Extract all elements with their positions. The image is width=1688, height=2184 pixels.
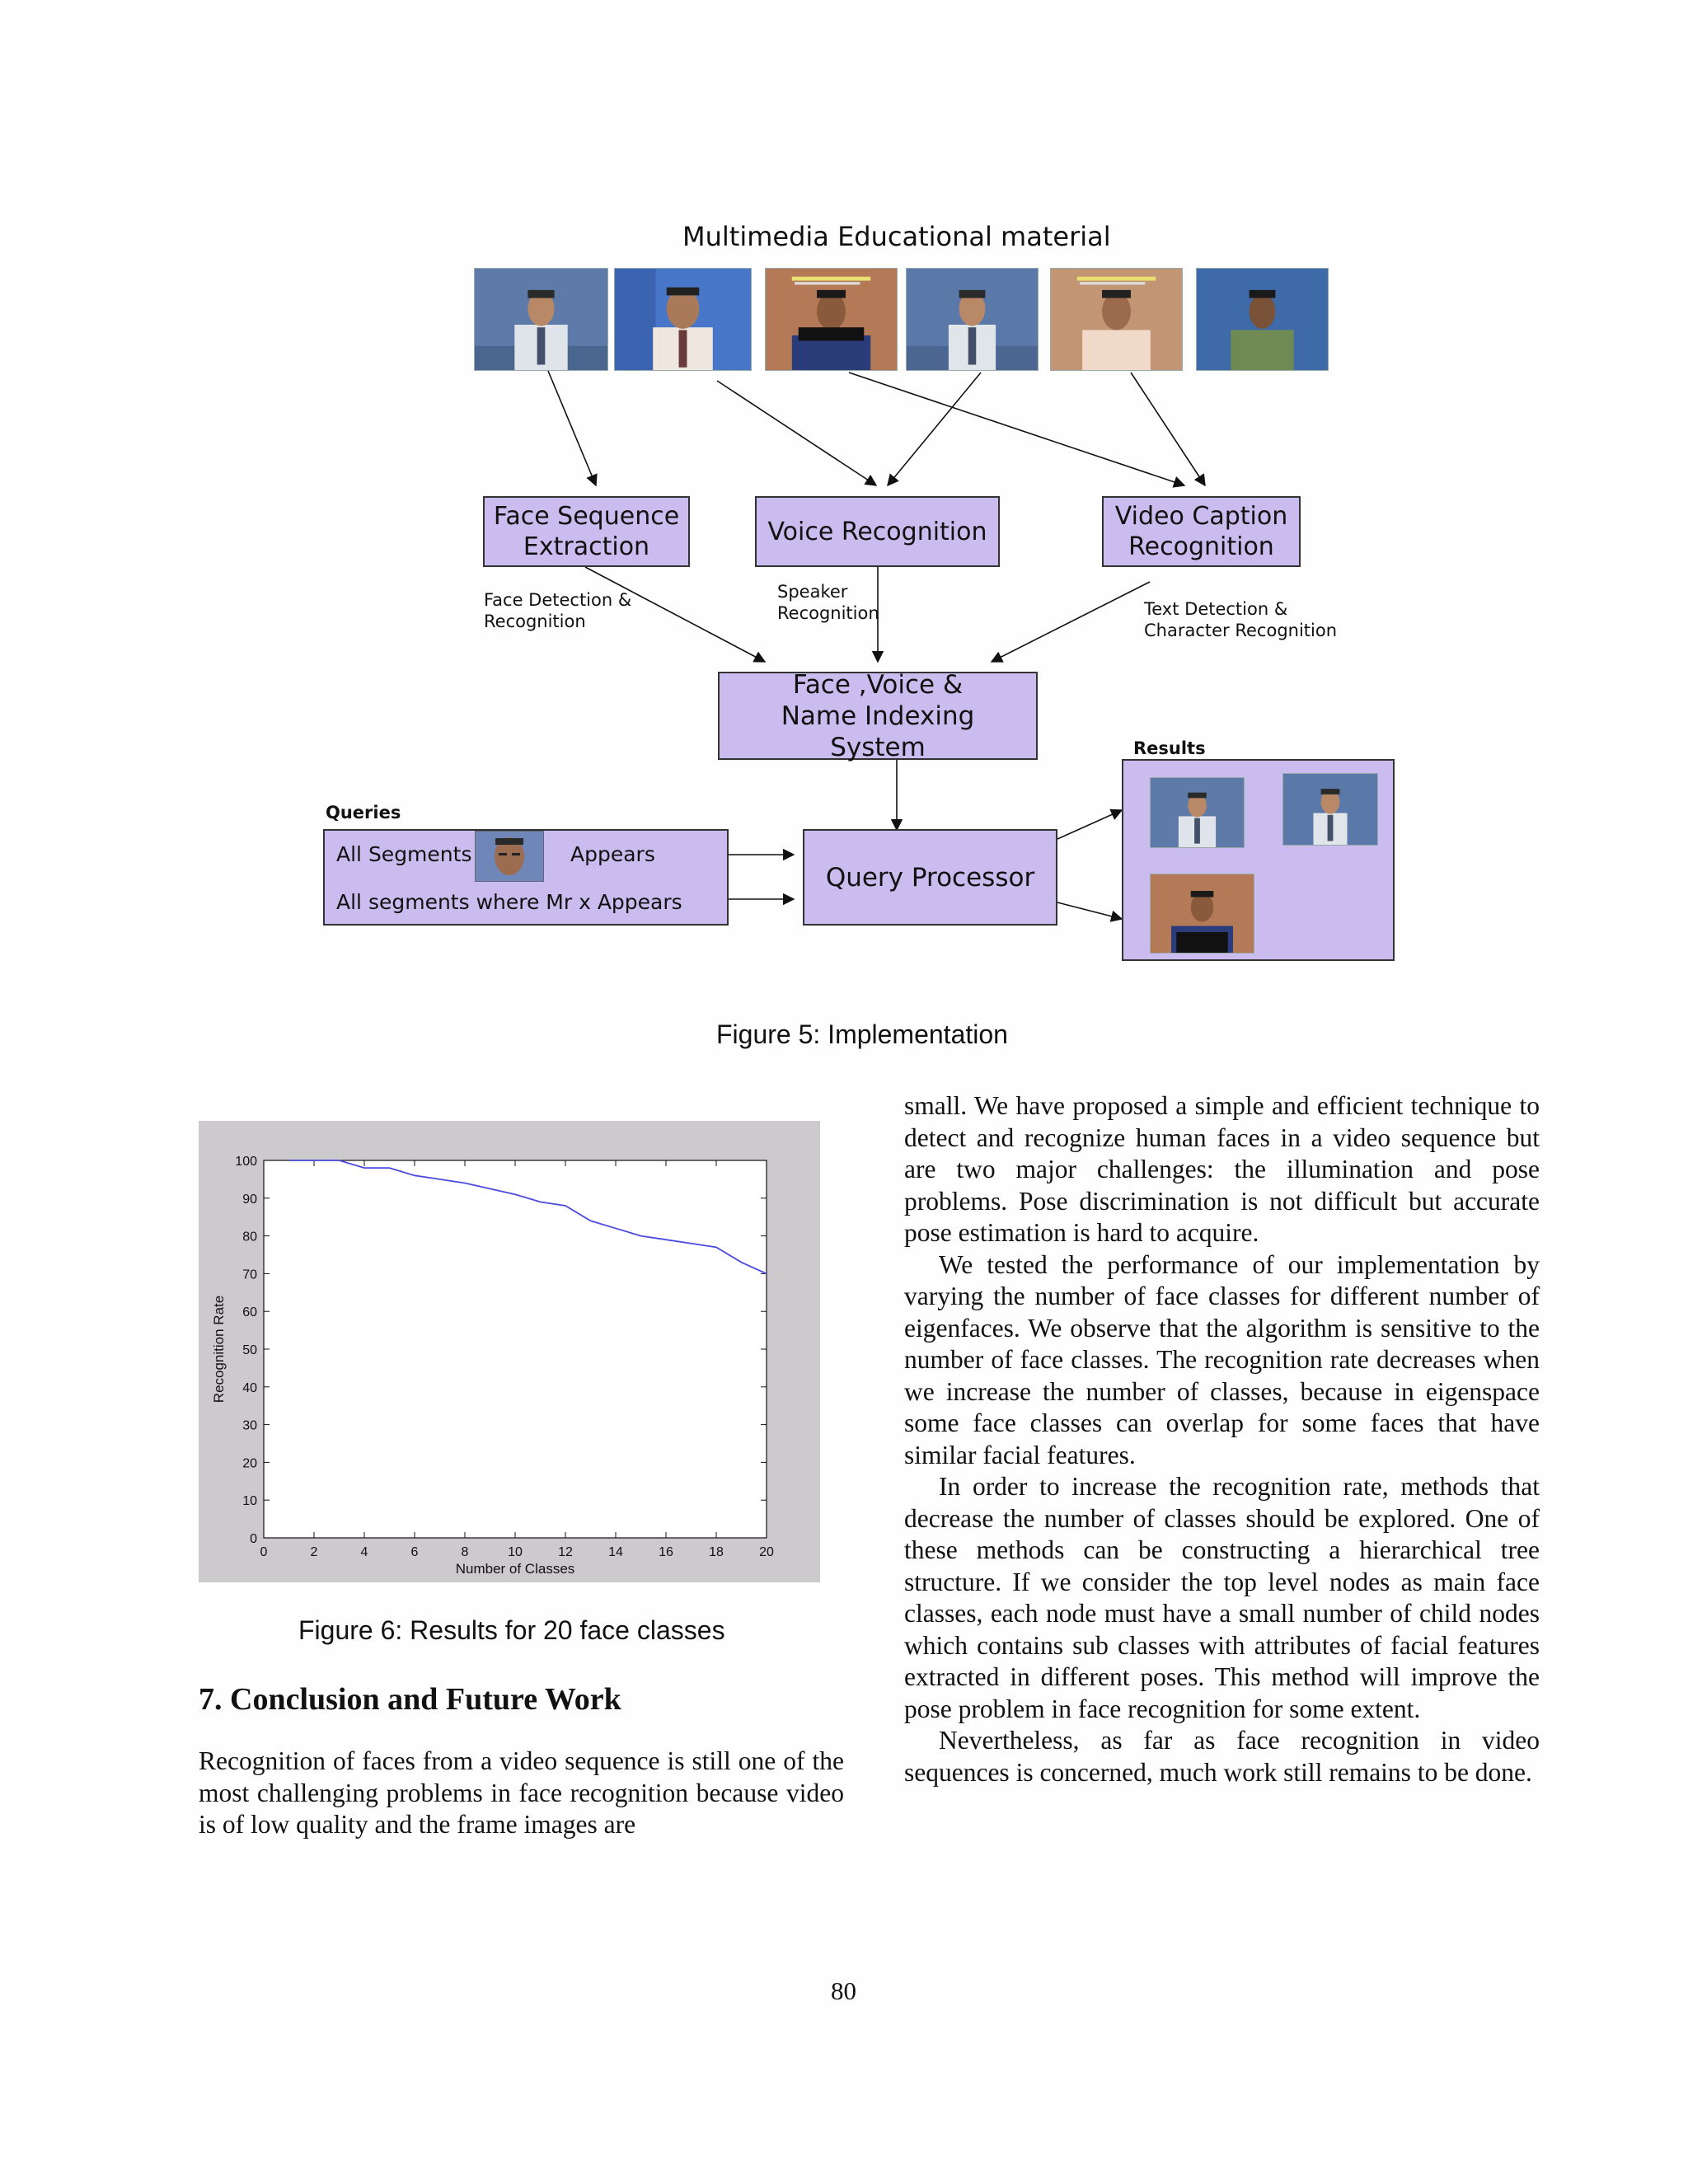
text-detection-label: Text Detection & Character Recognition [1144,599,1338,640]
x-tick-label: 2 [310,1545,318,1559]
queries-heading: Queries [326,803,401,823]
result-frame-3 [1150,874,1254,954]
queries-box [323,829,729,926]
query1-left: All Segments [336,842,472,866]
figure5-caption: Figure 5: Implementation [716,1019,1008,1049]
y-tick-label: 40 [242,1380,257,1395]
voice-recognition-box [755,496,1000,567]
left-paragraph: Recognition of faces from a video sequence is still one of the most challenging problems in face recognition because video is of low quality and the frame images are [199,1746,844,1839]
query1-right: Appears [570,842,655,866]
face-sequence-extraction-box [483,496,690,567]
y-tick-label: 10 [242,1494,257,1509]
y-tick-label: 60 [242,1305,257,1320]
x-tick-label: 14 [608,1545,623,1559]
right-column-text [904,1090,1540,1788]
y-tick-label: 100 [235,1155,257,1169]
x-tick-label: 16 [659,1545,673,1559]
section-heading: 7. Conclusion and Future Work [199,1682,621,1717]
y-tick-label: 20 [242,1456,257,1471]
y-tick-label: 50 [242,1343,257,1357]
indexing-system-box [718,669,1038,762]
video-caption-recognition-label: Video Caption Recognition [1114,502,1288,561]
figure6-caption: Figure 6: Results for 20 face classes [298,1615,725,1645]
plot-area [264,1160,767,1538]
y-tick-label: 90 [242,1192,257,1207]
figure5-top-title: Multimedia Educational material [682,221,1111,252]
query-face-thumbnail [475,831,544,882]
figure6-chart-panel [199,1121,820,1582]
right-paragraph-3: In order to increase the recognition rate, methods that decrease the number of classes should be explored. One of these methods can be constructing a hierarchical tree structure. If we consider the top level nodes as main face classes, each node must have a small number of child nodes which contains sub classes with attributes of facial features extracted in different poses. This method will improve the pose problem in face recognition for some extent. [904,1472,1540,1723]
result-frame-2 [1282,773,1378,846]
x-tick-label: 0 [260,1545,268,1559]
query-processor-box [803,829,1057,926]
y-tick-label: 0 [250,1532,257,1546]
x-axis-label: Number of Classes [455,1561,575,1577]
right-paragraph-1: small. We have proposed a simple and efficient technique to detect and recognize human faces in a video sequence but are two major challenges: the illumination and pose problems. Pose discrimination is not difficult but accurate pose estimation is hard to acquire. [904,1091,1540,1247]
video-caption-recognition-box [1102,496,1301,567]
recognition-rate-chart [199,1121,820,1582]
result-frame-1 [1150,777,1245,848]
right-paragraph-4: Nevertheless, as far as face recognition in video sequences is concerned, much work still remains to be done. [904,1726,1540,1787]
face-detection-label: Face Detection & Recognition [484,590,632,631]
y-tick-label: 30 [242,1418,257,1433]
query2: All segments where Mr x Appears [336,890,682,914]
x-tick-label: 4 [360,1545,368,1559]
y-axis-label: Recognition Rate [211,1295,227,1404]
speaker-recognition-label: Speaker Recognition [777,582,879,623]
x-tick-label: 12 [558,1545,573,1559]
face-sequence-extraction-label: Face Sequence Extraction [493,502,680,561]
y-tick-label: 70 [242,1268,257,1282]
x-tick-label: 6 [410,1545,419,1559]
x-tick-label: 20 [759,1545,774,1559]
results-box [1122,759,1395,961]
y-tick-label: 80 [242,1230,257,1244]
left-column-text [199,1746,844,1841]
voice-recognition-label: Voice Recognition [767,517,987,546]
page-number: 80 [831,1976,856,2005]
x-tick-label: 8 [461,1545,469,1559]
x-tick-label: 10 [508,1545,523,1559]
x-tick-label: 18 [709,1545,724,1559]
results-heading: Results [1133,738,1206,758]
query-processor-label: Query Processor [825,862,1035,893]
indexing-system-label: Face ,Voice & Name Indexing System [781,669,975,762]
right-paragraph-2: We tested the performance of our implementation by varying the number of face classes for different number of eigenfaces. We observe that the algorithm is sensitive to the number of face classes. The recognition rate decreases when we increase the number of classes, because in eigenspace some face classes can overlap for some faces that have similar facial features. [904,1249,1540,1469]
